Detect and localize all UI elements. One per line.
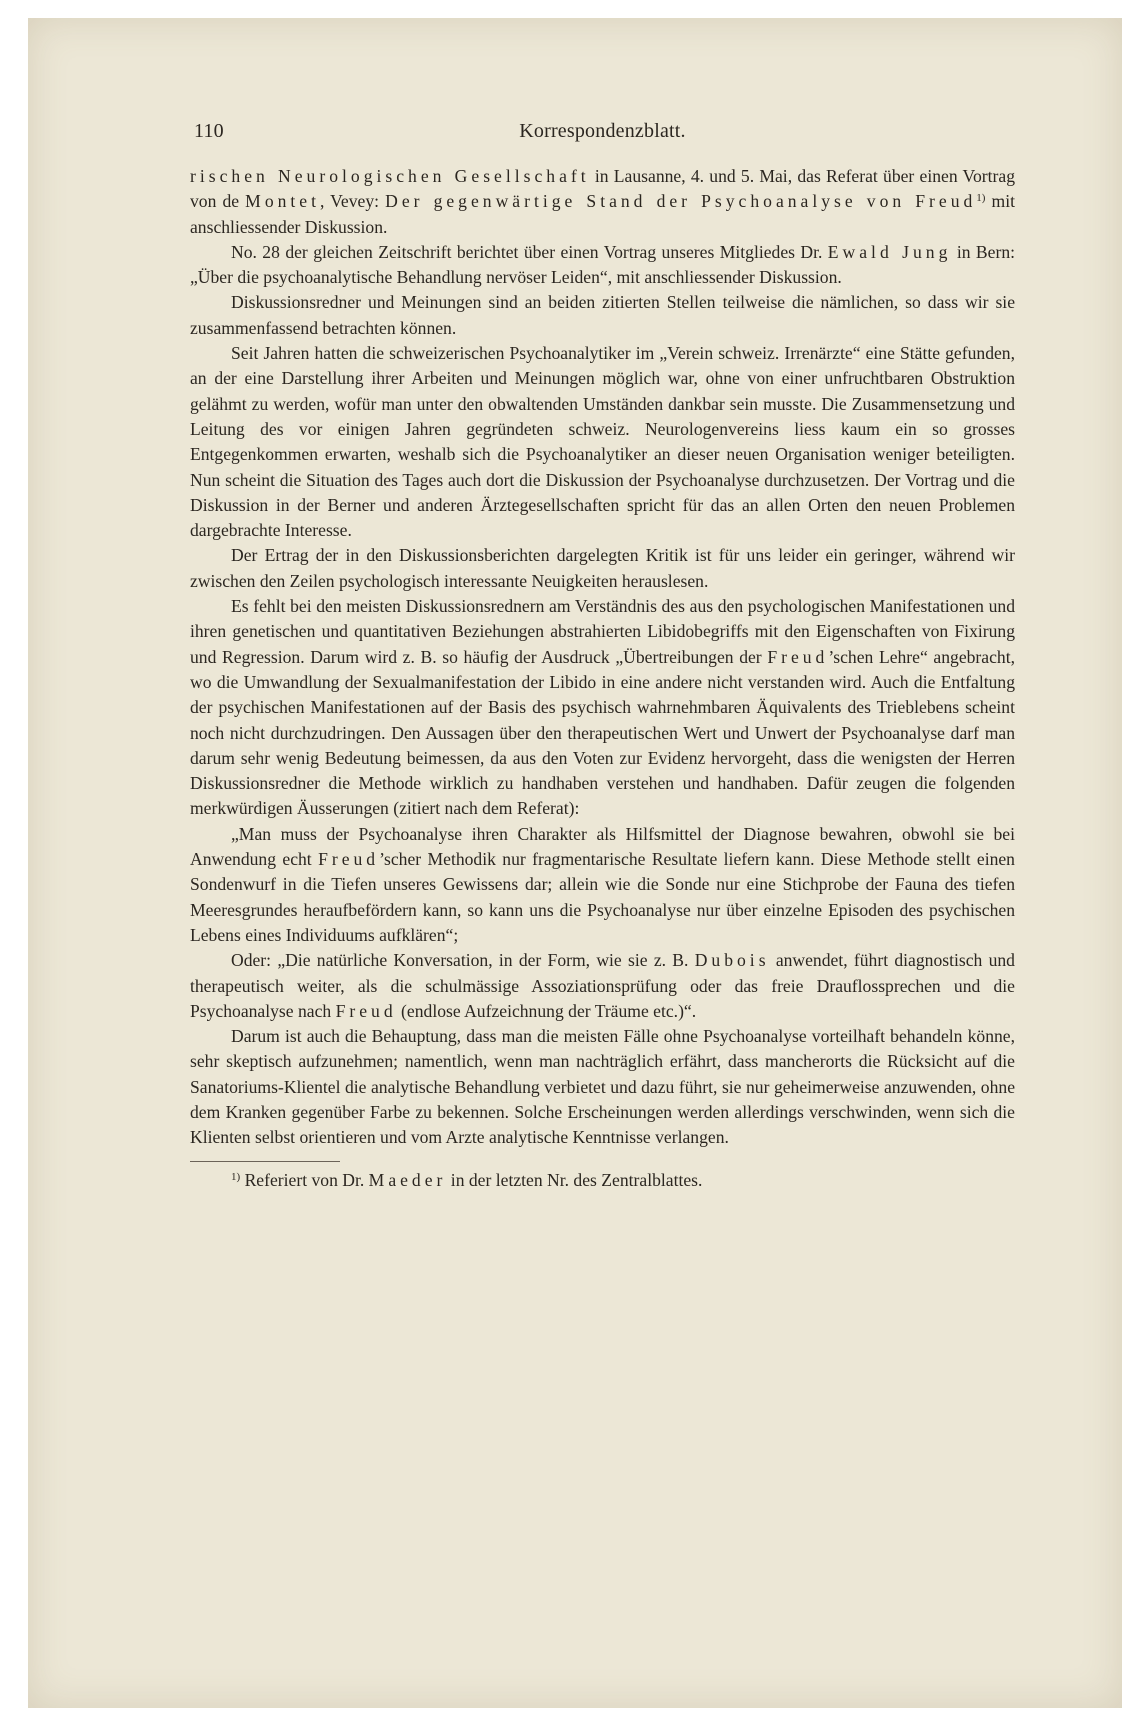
text-run: in Bern: „Über die psychoanalytische Behandlung nervöser Leiden“, mit anschliessender Diskussion. xyxy=(190,241,1015,288)
paragraph-6 xyxy=(190,594,1015,822)
footnote-mark: 1) xyxy=(231,1170,241,1183)
page-content xyxy=(190,120,1015,1192)
text-run: in der letzten Nr. des Zentralblattes. xyxy=(446,1169,703,1190)
text-run: , Vevey: xyxy=(320,191,386,212)
running-header xyxy=(190,120,1015,150)
lecture-title: Der gegenwärtige Stand der Psychoanalyse von Freud xyxy=(385,191,977,212)
text-run: Es fehlt bei den meisten Diskussionsrednern am Verständnis des aus den psychologischen Manifestationen und ihren genetischen und quantitativen Beziehungen abstrahierten Libidobegriffs mit den Eigenschaften von Fixirung und Regression. Darum wird z. B. so häufig der Ausdruck „Übertreibungen der xyxy=(190,596,1015,667)
text-run: mit anschliessender Diskussion. xyxy=(190,191,1016,237)
text-run: (endlose Aufzeichnung der Träume etc.)“. xyxy=(396,1000,697,1021)
running-title: Korrespondenzblatt. xyxy=(519,120,686,142)
author-name: Freud xyxy=(767,646,829,667)
paragraph-4: Seit Jahren hatten die schweizerischen Psychoanalytiker im „Verein schweiz. Irrenärzte“ eine Stätte gefunden, an der eine Darstellung ihrer Arbeiten und Meinungen möglich war, ohne von einer unfruchtbaren Obstruktion gelähmt zu werden, wofür man unter den obwaltenden Umständen dankbar sein musste. Die Zusammensetzung und Leitung des vor einigen Jahren gegründeten schweiz. Neurologenvereins liess kaum ein so grosses Entgegenkommen erwarten, weshalb sich die Psychoanalytiker an dieser neuen Organisation weniger beteiligten. Nun scheint die Situation des Tages auch dort die Diskussion der Psychoanalyse durchzusetzen. Der Vortrag und die Diskussion in der Berner und anderen Ärztegesellschaften spricht für das an allen Orten den neuen Problemen dargebrachte Interesse. xyxy=(190,343,1015,541)
author-name: Ewald Jung xyxy=(827,241,952,262)
paragraph-7 xyxy=(190,822,1015,948)
author-name: Freud xyxy=(335,1000,397,1021)
author-name: Freud xyxy=(318,849,380,870)
paragraph-5: Der Ertrag der in den Diskussionsberichten dargelegten Kritik ist für uns leider ein geringer, während wir zwischen den Zeilen psychologisch interessante Neuigkeiten herauslesen. xyxy=(190,545,1015,591)
author-name: Maeder xyxy=(368,1169,447,1190)
text-run: anwendet, führt diagnostisch und therapeutisch weiter, als die schulmässige Assoziationsprüfung oder das freie Drauflossprechen und die Psychoanalyse nach xyxy=(190,950,1015,1021)
text-run: in Lausanne, 4. und 5. Mai, das Referat über einen Vortrag von de xyxy=(190,166,1016,212)
author-name: Dubois xyxy=(694,950,770,971)
text-run: ’schen Lehre“ angebracht, wo die Umwandlung der Sexualmanifestation der Libido in eine andere nicht verstanden wird. Auch die Entfaltung der psychischen Manifestationen auf der Basis des psychisch wahrnehmbaren Äquivalents des Trieblebens scheint noch nicht durchzudringen. Den Aussagen über den therapeutischen Wert und Unwert der Psychoanalyse darf man darum sehr wenig Bedeutung beimessen, da aus den Voten zur Evidenz hervorgeht, dass die wenigsten der Herren Diskussionsredner die Methode wirklich zu handhaben verstehen und handhaben. Dafür zeugen die folgenden merkwürdigen Äusserungen (zitiert nach dem Referat): xyxy=(190,646,1015,819)
text-run: ’scher Methodik nur fragmentarische Resultate liefern kann. Diese Methode stellt einen Sondenwurf in die Tiefen unseres Gewissens dar; allein wie die Sonde nur eine Stichprobe der Fauna des tiefen Meeresgrundes heraufbefördern kann, so kann uns die Psychoanalyse nur über einzelne Episoden des psychischen Lebens eines Individuums aufklären“; xyxy=(190,849,1015,945)
text-run: No. 28 der gleichen Zeitschrift berichtet über einen Vortrag unseres Mitgliedes Dr. xyxy=(231,241,828,262)
text-run: Referiert von Dr. xyxy=(240,1169,369,1190)
paragraph-8 xyxy=(190,948,1015,1024)
spaced-text: rischen Neurologischen Gesellschaft xyxy=(190,166,590,186)
text-run: „Man muss der Psychoanalyse ihren Charakter als Hilfsmittel der Diagnose bewahren, obwohl sie bei Anwendung echt xyxy=(190,823,1015,870)
body-text xyxy=(190,164,1015,1151)
text-run: Oder: „Die natürliche Konversation, in der Form, wie sie z. B. xyxy=(231,950,695,971)
footnote xyxy=(190,1168,1015,1192)
footnote-divider xyxy=(190,1161,340,1162)
paragraph-3: Diskussionsredner und Meinungen sind an beiden zitierten Stellen teilweise die nämlichen, so dass wir sie zusammenfassend betrachten können. xyxy=(190,292,1015,338)
footnote-ref: 1) xyxy=(976,192,986,205)
paragraph-2 xyxy=(190,240,1015,291)
page-number: 110 xyxy=(194,120,224,142)
paragraph-1 xyxy=(190,164,1015,240)
author-name: Montet xyxy=(245,191,320,212)
paragraph-9: Darum ist auch die Behauptung, dass man die meisten Fälle ohne Psychoanalyse vorteilhaft behandeln könne, sehr skeptisch aufzunehmen; namentlich, wenn man nachträglich erfährt, dass mancherorts die Rücksicht auf die Sanatoriums-Klientel die analytische Behandlung verbietet und dazu führt, sie nur geheimerweise anzuwenden, ohne dem Kranken gegenüber Farbe zu bekennen. Solche Erscheinungen werden allerdings verschwinden, wenn sich die Klienten selbst orientieren und vom Arzte analytische Kenntnisse verlangen. xyxy=(190,1026,1015,1148)
